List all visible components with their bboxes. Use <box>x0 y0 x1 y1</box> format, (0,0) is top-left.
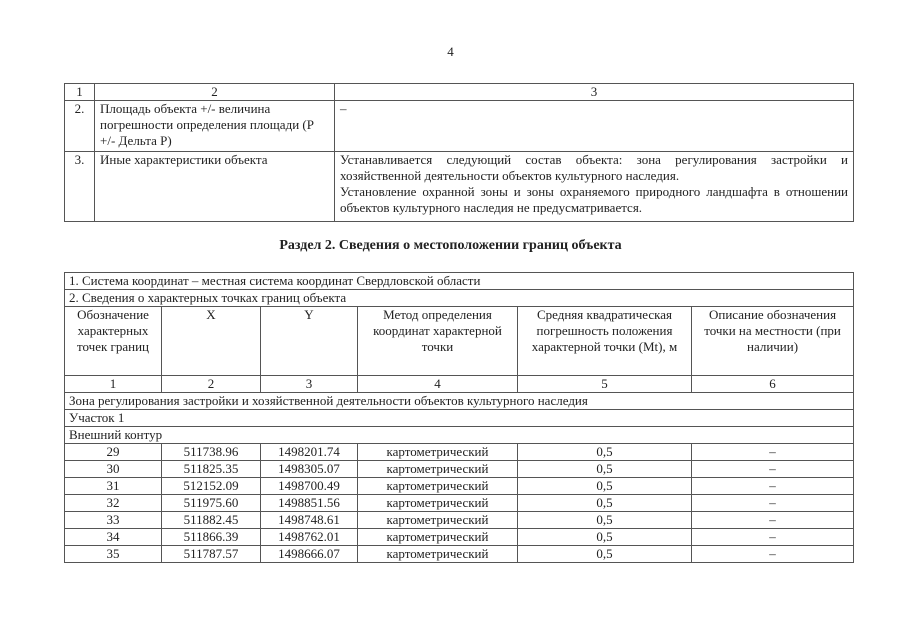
row-name: Площадь объекта +/- величина погрешности определения площади (Р +/- Дельта Р) <box>95 101 335 152</box>
header-cell: 3 <box>335 84 854 101</box>
point-id: 34 <box>65 529 162 546</box>
coord-x: 511825.35 <box>162 461 261 478</box>
contour-name: Внешний контур <box>65 427 854 444</box>
column-number: 2 <box>162 376 261 393</box>
point-id: 35 <box>65 546 162 563</box>
page-number: 4 <box>447 44 454 59</box>
table-row <box>65 529 854 546</box>
method: картометрический <box>358 546 518 563</box>
mt-error: 0,5 <box>518 529 692 546</box>
row-name: Иные характеристики объекта <box>95 152 335 222</box>
description: – <box>692 444 854 461</box>
column-headers <box>65 307 854 376</box>
column-number: 4 <box>358 376 518 393</box>
row-number: 2. <box>65 101 95 152</box>
row-value: – <box>335 101 854 152</box>
column-number: 3 <box>261 376 358 393</box>
plot-name: Участок 1 <box>65 410 854 427</box>
method: картометрический <box>358 512 518 529</box>
column-number: 6 <box>692 376 854 393</box>
column-header: Обозначение характерных точек границ <box>65 307 162 376</box>
column-header: Описание обозначения точки на местности (при наличии) <box>692 307 854 376</box>
table-row <box>65 478 854 495</box>
coord-x: 511866.39 <box>162 529 261 546</box>
point-id: 30 <box>65 461 162 478</box>
table-row <box>65 495 854 512</box>
method: картометрический <box>358 495 518 512</box>
coord-x: 511975.60 <box>162 495 261 512</box>
coord-x: 511882.45 <box>162 512 261 529</box>
points-title: 2. Сведения о характерных точках границ объекта <box>65 290 854 307</box>
column-header: Метод определения координат характерной точки <box>358 307 518 376</box>
method: картометрический <box>358 529 518 546</box>
mt-error: 0,5 <box>518 546 692 563</box>
coord-y: 1498666.07 <box>261 546 358 563</box>
row-value <box>335 152 854 222</box>
method: картометрический <box>358 478 518 495</box>
description: – <box>692 478 854 495</box>
description: – <box>692 495 854 512</box>
method: картометрический <box>358 461 518 478</box>
column-header: Y <box>261 307 358 376</box>
point-id: 29 <box>65 444 162 461</box>
row-number: 3. <box>65 152 95 222</box>
section-title: Раздел 2. Сведения о местоположении границ объекта <box>279 238 622 253</box>
description: – <box>692 461 854 478</box>
mt-error: 0,5 <box>518 495 692 512</box>
description: – <box>692 546 854 563</box>
point-id: 32 <box>65 495 162 512</box>
coord-y: 1498700.49 <box>261 478 358 495</box>
coord-y: 1498201.74 <box>261 444 358 461</box>
point-id: 33 <box>65 512 162 529</box>
table-row <box>65 512 854 529</box>
mt-error: 0,5 <box>518 444 692 461</box>
coord-y: 1498305.07 <box>261 461 358 478</box>
point-rows <box>65 444 854 563</box>
table-row <box>65 444 854 461</box>
coord-y: 1498748.61 <box>261 512 358 529</box>
zone-name: Зона регулирования застройки и хозяйственной деятельности объектов культурного наследия <box>65 393 854 410</box>
description: – <box>692 512 854 529</box>
value-paragraph: Установление охранной зоны и зоны охраняемого природного ландшафта в отношении объектов культурного наследия не предусматривается. <box>340 184 848 215</box>
coord-system: 1. Система координат – местная система координат Свердловской области <box>65 273 854 290</box>
column-header: Средняя квадратическая погрешность положения характерной точки (Mt), м <box>518 307 692 376</box>
column-number: 1 <box>65 376 162 393</box>
table-row <box>65 152 854 222</box>
point-id: 31 <box>65 478 162 495</box>
coord-x: 511787.57 <box>162 546 261 563</box>
mt-error: 0,5 <box>518 461 692 478</box>
coord-x: 512152.09 <box>162 478 261 495</box>
column-header: X <box>162 307 261 376</box>
coord-y: 1498851.56 <box>261 495 358 512</box>
table-row <box>65 461 854 478</box>
column-numbers <box>65 376 854 393</box>
coord-x: 511738.96 <box>162 444 261 461</box>
mt-error: 0,5 <box>518 478 692 495</box>
mt-error: 0,5 <box>518 512 692 529</box>
method: картометрический <box>358 444 518 461</box>
value-paragraph: Устанавливается следующий состав объекта: зона регулирования застройки и хозяйственной деятельности объектов культурного наследия. <box>340 152 848 183</box>
table-header-row <box>65 84 854 101</box>
header-cell: 2 <box>95 84 335 101</box>
boundary-points-table <box>64 272 854 563</box>
object-characteristics-table <box>64 83 854 222</box>
table-row <box>65 101 854 152</box>
column-number: 5 <box>518 376 692 393</box>
table-row <box>65 546 854 563</box>
description: – <box>692 529 854 546</box>
header-cell: 1 <box>65 84 95 101</box>
coord-y: 1498762.01 <box>261 529 358 546</box>
